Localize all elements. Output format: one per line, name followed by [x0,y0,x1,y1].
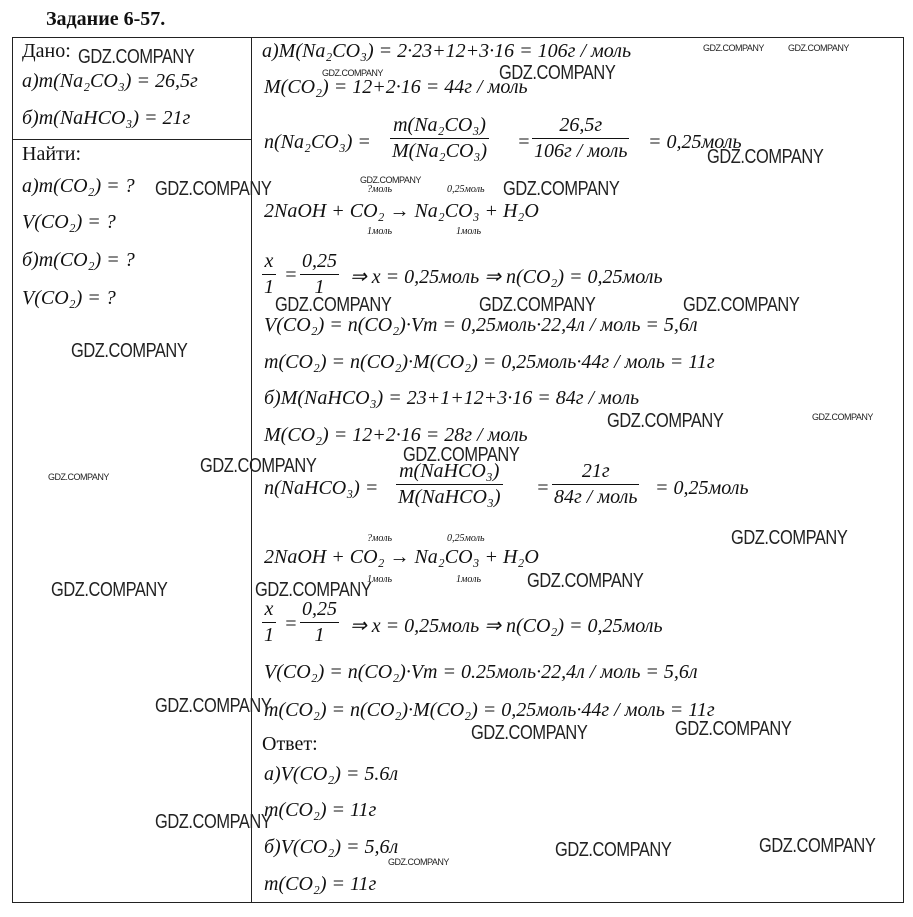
proportion-result: ⇒ x = 0,25моль ⇒ n(CO₂) = 0,25моль [350,266,663,288]
volume-calc: V(CO₂) = n(CO₂)·Vm = 0.25моль·22,4л / моль = 5,6л [264,661,698,683]
watermark: GDZ.COMPANY [155,695,272,717]
annotation: 1моль [367,574,393,585]
denominator: 1 [314,624,325,646]
answer-line: m(CO₂) = 11г [264,799,377,821]
volume-calc: V(CO₂) = n(CO₂)·Vm = 0,25моль·22,4л / моль = 5,6л [264,314,698,336]
proportion-fraction [262,598,276,647]
numerator: 0,25 [300,250,339,275]
annotation: 0,25моль [447,184,485,195]
watermark: GDZ.COMPANY [275,294,392,316]
equals: = [536,477,550,499]
equals: = [284,613,298,635]
answer-line: m(CO₂) = 11г [264,873,377,895]
annotation: ?моль [367,184,393,195]
find-item: а)m(CO₂) = ? [22,175,135,197]
watermark: GDZ.COMPANY [322,68,383,78]
watermark: GDZ.COMPANY [707,146,824,168]
given-a: а)m(Na₂CO₃) = 26,5г [22,70,198,92]
watermark: GDZ.COMPANY [675,718,792,740]
numerator: x [262,250,276,275]
watermark: GDZ.COMPANY [388,857,449,867]
find-item: V(CO₂) = ? [22,211,116,233]
find-item: V(CO₂) = ? [22,287,116,309]
equals: = [284,264,298,286]
annotation: 1моль [456,574,482,585]
watermark: GDZ.COMPANY [360,175,421,185]
molar-mass-na2co3: а)M(Na₂CO₃) = 2·23+12+3·16 = 106г / моль [262,40,632,62]
denominator: 106г / моль [534,140,628,162]
watermark: GDZ.COMPANY [812,412,873,422]
watermark: GDZ.COMPANY [155,178,272,200]
watermark: GDZ.COMPANY [503,178,620,200]
annotation: 1моль [456,226,482,237]
watermark: GDZ.COMPANY [48,472,109,482]
task-title: Задание 6-57. [46,8,166,30]
mass-calc: m(CO₂) = n(CO₂)·M(CO₂) = 0,25моль·44г / моль = 11г [264,699,715,721]
molar-mass-nahco3: б)M(NaHCO₃) = 23+1+12+3·16 = 84г / моль [264,387,640,409]
watermark: GDZ.COMPANY [607,410,724,432]
watermark: GDZ.COMPANY [200,455,317,477]
mass-calc: m(CO₂) = n(CO₂)·M(CO₂) = 0,25моль·44г / моль = 11г [264,351,715,373]
watermark: GDZ.COMPANY [71,340,188,362]
fraction-values [552,460,639,509]
answer-line: а)V(CO₂) = 5.6л [264,763,399,785]
answer-line: б)V(CO₂) = 5,6л [264,836,399,858]
molar-mass-co2: M(CO₂) = 12+2·16 = 44г / моль [264,76,528,98]
numerator: m(Na₂CO₃) [390,114,489,139]
watermark: GDZ.COMPANY [479,294,596,316]
reaction-equation: 2NaOH + CO₂ → Na₂CO₃ + H₂O [264,546,539,568]
watermark: GDZ.COMPANY [555,839,672,861]
numerator: 26,5г [532,114,629,139]
fraction-mass-over-molar [396,460,503,509]
watermark: GDZ.COMPANY [788,43,849,53]
molar-mass-co2: M(CO₂) = 12+2·16 = 28г / моль [264,424,528,446]
watermark: GDZ.COMPANY [683,294,800,316]
fraction-values [532,114,629,163]
watermark: GDZ.COMPANY [155,811,272,833]
denominator: M(NaHCO₃) [398,486,501,508]
proportion-fraction [262,250,276,299]
n-result: = 0,25моль [648,131,742,153]
numerator: x [262,598,276,623]
n-result: = 0,25моль [655,477,749,499]
n-na2co3-lhs: n(Na₂CO₃) = [264,131,371,153]
find-item: б)m(CO₂) = ? [22,249,135,271]
watermark: GDZ.COMPANY [731,527,848,549]
reaction-equation: 2NaOH + CO₂ → Na₂CO₃ + H₂O [264,200,539,222]
watermark: GDZ.COMPANY [527,570,644,592]
annotation: 0,25моль [447,533,485,544]
watermark: GDZ.COMPANY [403,444,520,466]
numerator: 21г [552,460,639,485]
numerator: 0,25 [300,598,339,623]
denominator: 84г / моль [554,486,638,508]
watermark: GDZ.COMPANY [499,62,616,84]
n-nahco3-lhs: n(NaHCO₃) = [264,477,379,499]
annotation: ?моль [367,533,393,544]
denominator: 1 [314,276,325,298]
watermark: GDZ.COMPANY [759,835,876,857]
equals: = [517,131,531,153]
proportion-result: ⇒ x = 0,25моль ⇒ n(CO₂) = 0,25моль [350,615,663,637]
denominator: M(Na₂CO₃) [392,140,488,162]
fraction-mass-over-molar [390,114,489,163]
find-header: Найти: [22,143,82,165]
denominator: 1 [264,276,274,298]
given-b: б)m(NaHCO₃) = 21г [22,107,191,129]
proportion-fraction [300,250,339,299]
watermark: GDZ.COMPANY [471,722,588,744]
denominator: 1 [264,624,274,646]
watermark: GDZ.COMPANY [703,43,764,53]
given-find-divider [12,139,252,140]
answer-header: Ответ: [262,733,318,755]
watermark: GDZ.COMPANY [78,46,195,68]
numerator: m(NaHCO₃) [396,460,503,485]
watermark: GDZ.COMPANY [51,579,168,601]
proportion-fraction [300,598,339,647]
annotation: 1моль [367,226,393,237]
given-header: Дано: [22,40,71,62]
watermark: GDZ.COMPANY [255,579,372,601]
